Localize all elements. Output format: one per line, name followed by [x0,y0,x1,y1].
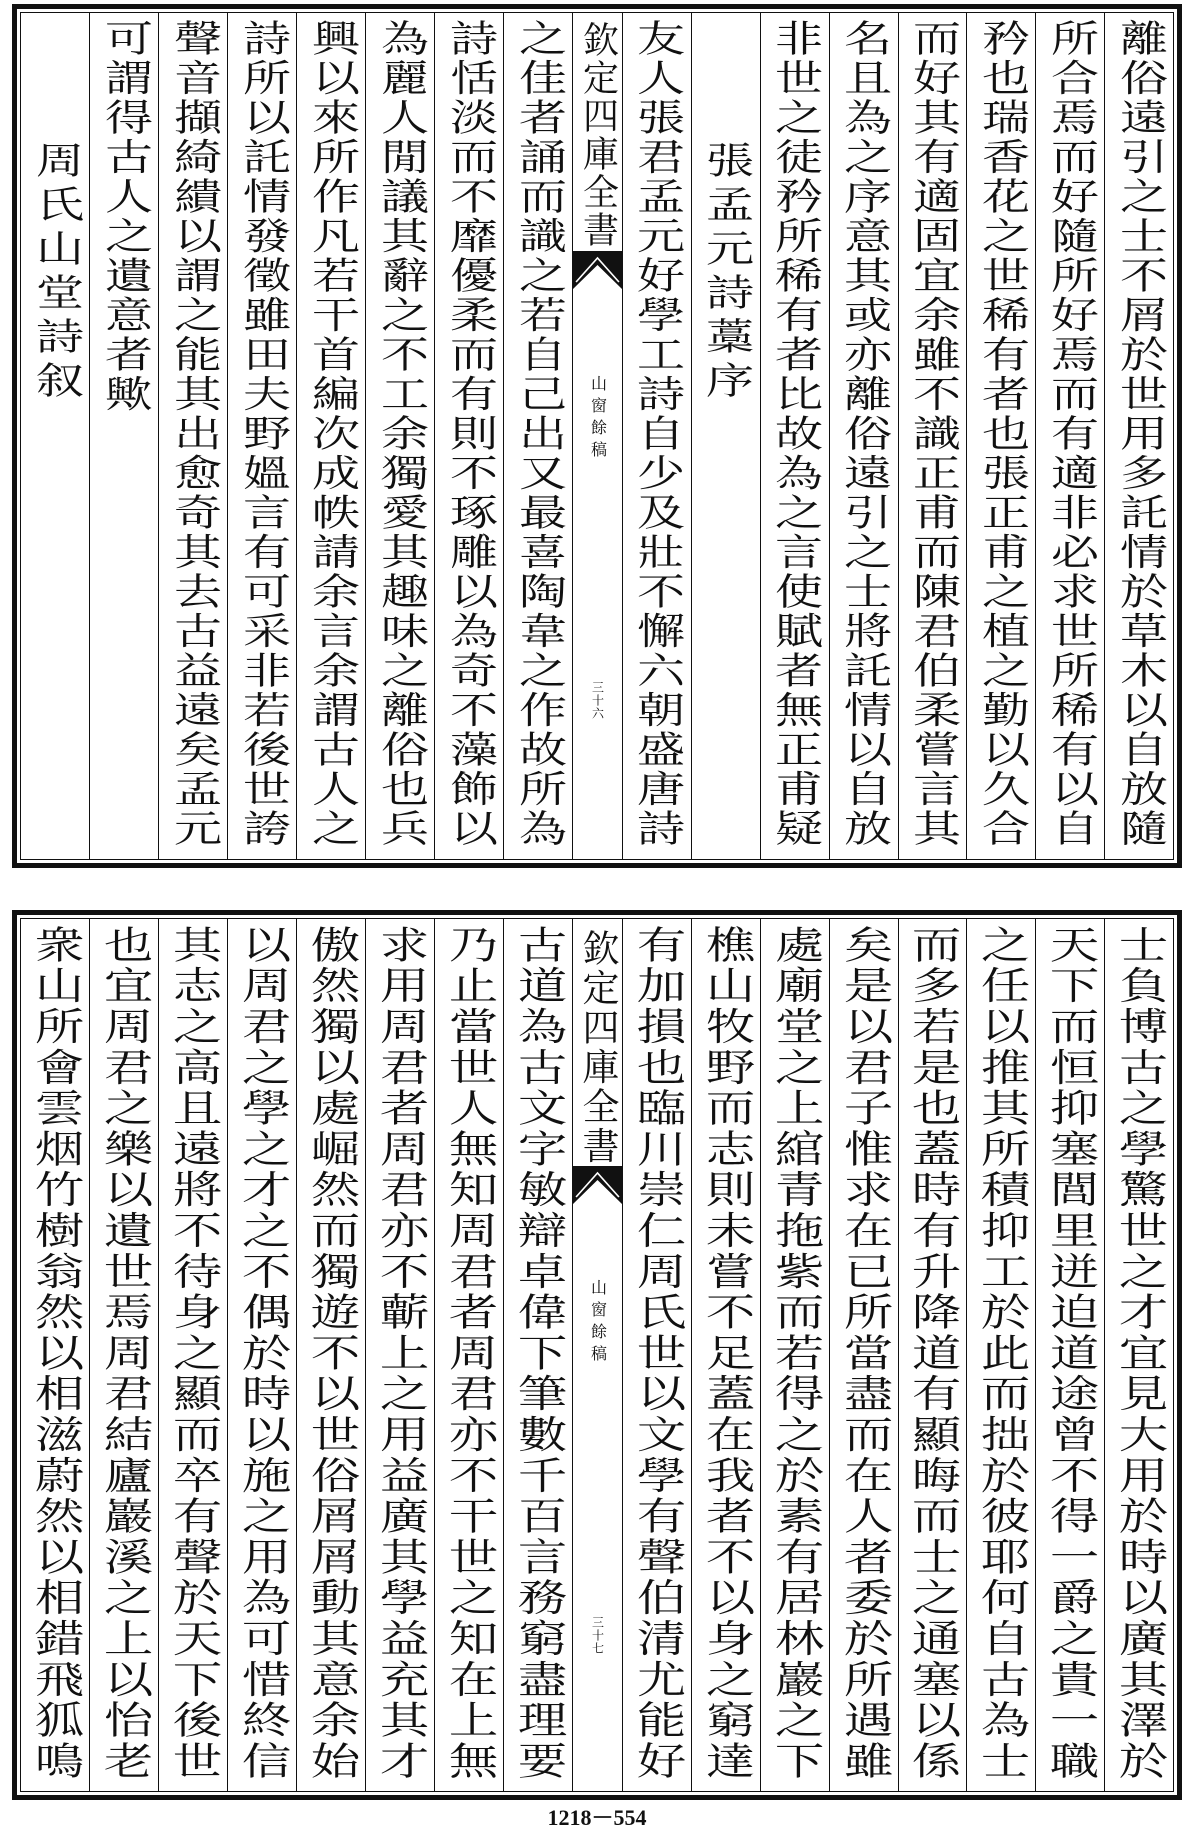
column-text: 之佳者誦而識之若自己出又最喜陶韋之作故所為 [510,19,566,849]
fish-tail-ornament [573,251,622,289]
section-title-column [21,13,89,859]
column-text: 古道為古文字敏辯卓偉下筆數千百言務窮盡理要 [509,925,567,1782]
section-title-column [691,13,760,859]
text-column [622,919,691,1791]
column-text: 興以來所作凡若干首編次成帙請余言余謂古人之 [303,19,359,849]
page-reference-number: 1218－554 [547,1805,647,1830]
column-text: 聲音擷綺繢以謂之能其出愈奇其去古益遠矣孟元 [165,19,221,849]
text-column [227,919,296,1791]
column-text: 詩恬淡而不靡優柔而有則不琢雕以為奇不藻飾以 [441,19,497,849]
book-title: 山窗餘稿 [588,375,608,463]
collection-header: 欽定四庫全書 [576,929,619,1166]
column-text: 士負博古之學驚世之才宜見大用於時以廣其澤於 [1110,925,1168,1782]
folio-number: 三十七 [590,1616,605,1655]
column-text: 非世之徒矜所稀有者比故為之言使賦者無正甫疑 [766,19,823,849]
text-column [158,919,227,1791]
column-text: 乃止當世人無知周君者周君亦不干世之知在上無 [440,925,498,1782]
text-column [89,919,158,1791]
left-half-columns [21,919,572,1791]
right-half-columns [622,13,1173,859]
text-column [622,13,691,859]
text-column [434,919,503,1791]
page-body [20,12,1174,860]
book-title: 山窗餘稿 [588,1279,608,1367]
column-text: 衆山所會雲烟竹樹翁然以相滋蔚然以相錯飛狐鳴 [26,925,84,1782]
fish-tail-ornament [573,1166,622,1204]
column-text: 而好其有適固宜余雖不識正甫而陳君伯柔嘗言其 [904,19,961,849]
text-column [227,13,296,859]
text-column [365,13,434,859]
column-text: 其志之高且遠將不待身之顯而卒有聲於天下後世 [164,925,222,1782]
column-text: 之任以推其所積抑工於此而拙於彼耶何自古為士 [972,925,1030,1782]
page-body [20,918,1174,1792]
text-column [829,13,898,859]
column-text: 為麗人閒議其辭之不工余獨愛其趣味之離俗也兵 [372,19,428,849]
column-text: 離俗遠引之士不屑於世用多託情於草木以自放隨 [1111,19,1168,849]
column-text: 天下而恒抑塞閭里迸迫道途曾不得一爵之貴一職 [1041,925,1099,1782]
text-column [158,13,227,859]
column-text: 傲然獨以處崛然而獨遊不以世俗屑屑動其意余始 [302,925,360,1782]
text-column [898,13,967,859]
column-text: 以周君之學之才之不偶於時以施之用為可惜終信 [233,925,291,1782]
column-text: 矣是以君子惟求在已所當盡而在人者委於所遇雖 [834,925,893,1782]
section-title: 周氏山堂詩叙 [27,141,83,405]
text-column [966,919,1035,1791]
text-column [1104,13,1173,859]
right-half-columns [622,919,1173,1791]
left-half-columns [21,13,572,859]
column-text: 求用周君者周君亦不蘄上之用益廣其學益充其才 [371,925,429,1782]
text-column [760,919,829,1791]
collection-header: 欽定四庫全書 [577,21,619,249]
text-column [296,919,365,1791]
column-text: 名且為之序意其或亦離俗遠引之士將託情以自放 [835,19,892,849]
text-column [691,919,760,1791]
text-column [503,13,572,859]
column-text: 所合焉而好隨所好焉而有適非必求世所稀有以自 [1042,19,1099,849]
text-column [966,13,1035,859]
text-column [434,13,503,859]
text-column [365,919,434,1791]
column-text: 詩所以託情發徵雖田夫野媼言有可采非若後世誇 [234,19,290,849]
column-text: 而多若是也蓋時有升降道有顯晦而士之通塞以係 [903,925,962,1782]
center-margin [572,919,622,1791]
text-column [1104,919,1173,1791]
text-column [829,919,898,1791]
text-column [21,919,89,1791]
text-column [898,919,967,1791]
center-margin [572,13,622,859]
text-column [89,13,158,859]
text-column [503,919,572,1791]
column-text: 樵山牧野而志則未嘗不足蓋在我者不以身之窮達 [697,925,755,1782]
text-column [296,13,365,859]
text-column [760,13,829,859]
column-text: 也宜周君之樂以遺世焉周君結廬巖溪之上以怡老 [95,925,153,1782]
column-text: 有加損也臨川崇仁周氏世以文學有聲伯清尤能好 [628,925,686,1782]
column-text: 可謂得古人之遺意者歟 [96,19,152,414]
column-text: 友人張君孟元好學工詩自少及壯不懈六朝盛唐詩 [628,19,685,849]
text-column [1035,919,1104,1791]
section-title: 張孟元詩藁序 [697,141,754,405]
text-column [1035,13,1104,859]
page-frame [12,910,1182,1800]
column-text: 處廟堂之上綰青拖紫而若得之於素有居林巖之下 [766,925,824,1782]
page-frame [12,4,1182,868]
column-text: 矜也瑞香花之世稀有者也張正甫之植之勤以久合 [973,19,1030,849]
folio-number: 三十六 [590,681,605,720]
